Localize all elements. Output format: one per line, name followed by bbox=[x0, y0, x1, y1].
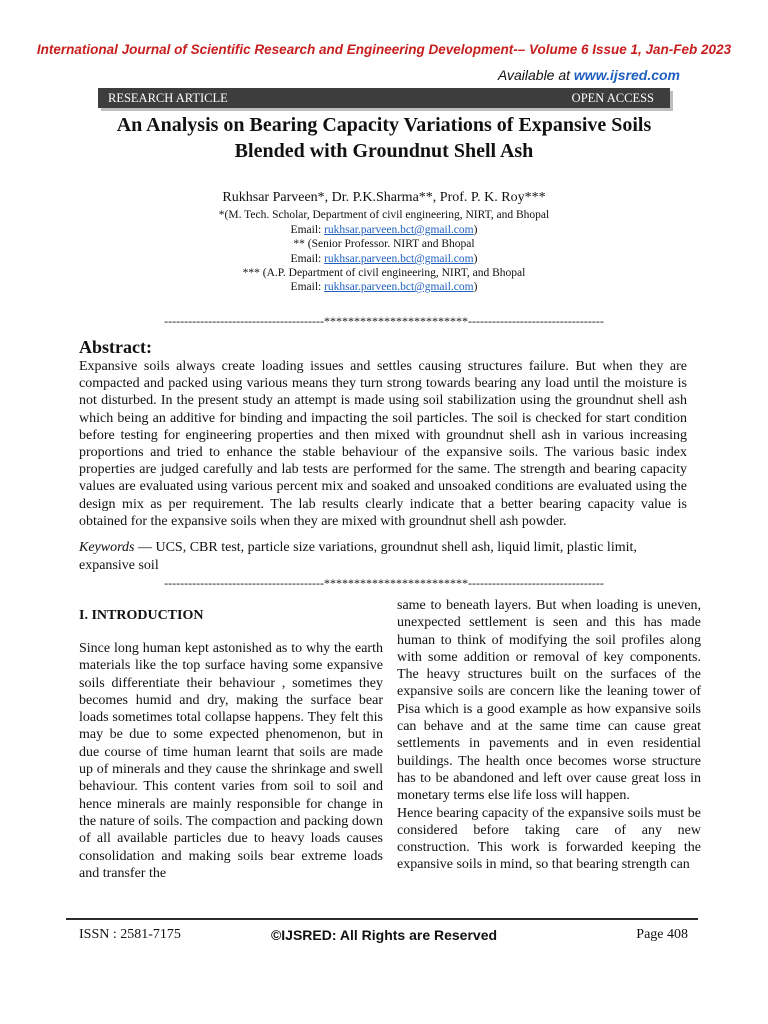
journal-website-link[interactable]: www.ijsred.com bbox=[573, 67, 680, 83]
availability-line bbox=[498, 67, 680, 83]
email-link-1[interactable]: rukhsar.parveen.bct@gmail.com bbox=[324, 224, 474, 236]
article-type-banner bbox=[98, 88, 670, 108]
section-divider-2: ----------------------------------------************************---------------------------------- bbox=[164, 576, 604, 590]
footer-rule bbox=[66, 918, 698, 920]
affiliation-1: *(M. Tech. Scholar, Department of civil engineering, NIRT, and Bhopal bbox=[218, 209, 550, 221]
title-line-1: An Analysis on Bearing Capacity Variations of Expansive Soils bbox=[116, 114, 652, 136]
intro-left-column bbox=[79, 640, 383, 882]
page-number: Page 408 bbox=[636, 927, 688, 942]
intro-paragraph: same to beneath layers. But when loading is uneven, unexpected settlement is seen and this has made human to think of modifying the soil profiles along with some addition or removal of key components. The heavy structures built on the surfaces of the expansive soils are concern like the leaning tower of Pisa which is a good example as how expansive soils can behave and at the same time can cause great settlements in pavements and in even residential buildings. The health once becomes worse structure has to be abandoned and left over cause great loss in monetary terms else life loss will happen. bbox=[397, 598, 701, 804]
keywords-dash: — bbox=[134, 540, 156, 555]
email-link-2[interactable]: rukhsar.parveen.bct@gmail.com bbox=[324, 253, 474, 265]
authors: Rukhsar Parveen*, Dr. P.K.Sharma**, Prof. P. K. Roy*** bbox=[222, 190, 546, 205]
email-suffix: ) bbox=[473, 281, 478, 293]
section-divider: ----------------------------------------************************---------------------------------- bbox=[164, 314, 604, 328]
title-line-2: Blended with Groundnut Shell Ash bbox=[234, 140, 534, 162]
abstract-heading: Abstract: bbox=[79, 337, 152, 357]
abstract-body: Expansive soils always create loading issues and settles causing structures failure. But when they are compacted and packed using various means they turn strong towards bearing any load until the moisture is not disturbed. In the present study an attempt is made using soil stabilization using the groundnut shell ash which being an additive for binding and impacting the soil particles. The soil is checked for start condition before testing for engineering properties and then mixed with groundnut shell ash in various increasing proportions and tried to enhance the stable behaviour of the expansive soils. The various basic index properties are judged carefully and lab tests are performed for the same. The strength and bearing capacity values are evaluated using various percent mix and soaked and unsoaked conditions are evaluated using the design mix as per requirement. The lab results clearly indicate that a better bearing capacity value is obtained for the expansive soils when they are mixed with groundnut shell ash powder. bbox=[79, 359, 687, 529]
email-prefix: Email: bbox=[290, 224, 325, 236]
keywords bbox=[79, 539, 687, 574]
intro-paragraph: Hence bearing capacity of the expansive soils must be considered before taking care of any new construction. This work is forwarded keeping the expansive soils in mind, so that bearing strength can bbox=[397, 805, 701, 873]
email-suffix: ) bbox=[473, 253, 478, 265]
email-line-1 bbox=[70, 223, 698, 238]
intro-right-column bbox=[397, 597, 701, 874]
email-prefix: Email: bbox=[290, 281, 325, 293]
keywords-label: Keywords bbox=[79, 540, 135, 555]
intro-paragraph: Since long human kept astonished as to why the earth materials like the top surface having some expansive soils differentiate their behaviour , sometimes they becomes humid and dry, making the surface bear loads sometimes total collapse happens. They felt this may be due to some expected phenomenon, but in due course of time human learnt that soils are made up of minerals and they cause the shrinkage and swell behaviour. This content varies from soil to soil and hence minerals are mainly responsible for change in the nature of soils. The compaction and packing down of all available particles due to heavy loads causes consolidation and making soils bear extreme loads and transfer the bbox=[79, 641, 383, 881]
copyright-notice: ©IJSRED: All Rights are Reserved bbox=[270, 927, 498, 943]
keywords-text: UCS, CBR test, particle size variations, groundnut shell ash, liquid limit, plastic limit, expansive soil bbox=[79, 540, 637, 573]
open-access-label: OPEN ACCESS bbox=[571, 91, 654, 105]
available-prefix: Available at bbox=[497, 67, 574, 83]
email-line-3 bbox=[70, 280, 698, 295]
email-link-3[interactable]: rukhsar.parveen.bct@gmail.com bbox=[324, 281, 474, 293]
affiliation-3: *** (A.P. Department of civil engineering, NIRT, and Bhopal bbox=[242, 267, 526, 279]
affiliation-2: ** (Senior Professor. NIRT and Bhopal bbox=[293, 238, 475, 250]
email-prefix: Email: bbox=[290, 253, 325, 265]
issn: ISSN : 2581-7175 bbox=[79, 927, 181, 942]
introduction-heading: I. INTRODUCTION bbox=[79, 608, 204, 623]
email-line-2 bbox=[70, 252, 698, 267]
research-article-label: RESEARCH ARTICLE bbox=[108, 91, 228, 105]
paper-title bbox=[70, 112, 698, 164]
journal-header: International Journal of Scientific Research and Engineering Development-– Volume 6 Issue 1, Jan-Feb 2023 bbox=[36, 42, 732, 57]
email-suffix: ) bbox=[473, 224, 478, 236]
